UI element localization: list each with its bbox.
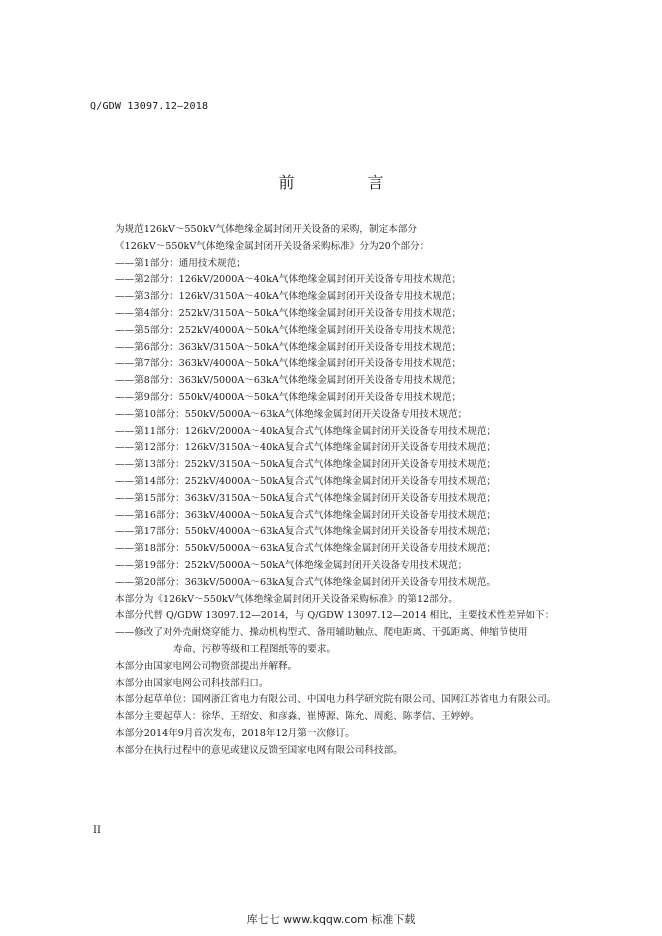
- drafters-paragraph: 本部分主要起草人：徐华、王绍安、和彦淼、崔博源、陈允、周彪、陈孝信、王婷婷。: [115, 711, 480, 723]
- part-list-item: ——第13部分：252kV/3150A～50kA复合式气体绝缘金属封闭开关设备专用技术规范；: [115, 459, 497, 471]
- part-list-item: ——第5部分：252kV/4000A～50kA气体绝缘金属封闭开关设备专用技术规范；: [115, 324, 462, 336]
- part-list-item: ——第18部分：550kV/5000A～63kA复合式气体绝缘金属封闭开关设备专用技术规范；: [115, 543, 497, 555]
- history-paragraph: 本部分2014年9月首次发布，2018年12月第一次修订。: [115, 727, 355, 739]
- part-list-item: ——第14部分：252kV/4000A～50kA复合式气体绝缘金属封闭开关设备专用技术规范；: [115, 475, 497, 487]
- part-list-item: ——第9部分：550kV/4000A～50kA气体绝缘金属封闭开关设备专用技术规范；: [115, 391, 462, 403]
- part-list-item: ——第11部分：126kV/2000A～40kA复合式气体绝缘金属封闭开关设备专用技术规范；: [115, 425, 497, 437]
- managed-paragraph: 本部分由国家电网公司科技部归口。: [115, 677, 269, 689]
- feedback-paragraph: 本部分在执行过程中的意见或建议反馈至国家电网有限公司科技部。: [115, 744, 403, 756]
- part-list-item: ——第10部分：550kV/5000A～63kA气体绝缘金属封闭开关设备专用技术规范；: [115, 408, 468, 420]
- page-number: II: [93, 825, 101, 836]
- proposed-paragraph: 本部分由国家电网公司物资部提出并解释。: [115, 660, 298, 672]
- part-list-item: ——第7部分：363kV/4000A～50kA气体绝缘金属封闭开关设备专用技术规范；: [115, 358, 462, 370]
- part-list-item: ——第15部分：363kV/3150A～50kA复合式气体绝缘金属封闭开关设备专用技术规范；: [115, 492, 497, 504]
- part-list-item: ——第17部分：550kV/4000A～63kA复合式气体绝缘金属封闭开关设备专用技术规范；: [115, 526, 497, 538]
- intro-paragraph-2: 《126kV～550kV气体绝缘金属封闭开关设备采购标准》分为20个部分：: [115, 240, 430, 252]
- replaces-paragraph: 本部分代替 Q/GDW 13097.12—2014，与 Q/GDW 13097.12—2014 相比，主要技术性差异如下：: [115, 610, 555, 622]
- intro-paragraph-1: 为规范126kV～550kV气体绝缘金属封闭开关设备的采购，制定本部分: [115, 224, 417, 235]
- this-part-paragraph: 本部分为《126kV～550kV气体绝缘金属封闭开关设备采购标准》的第12部分。: [115, 593, 458, 605]
- foreword-body: [95, 222, 580, 760]
- part-list-item: ——第6部分：363kV/3150A～50kA气体绝缘金属封闭开关设备专用技术规范；: [115, 341, 462, 353]
- part-list-item: ——第2部分：126kV/2000A～40kA气体绝缘金属封闭开关设备专用技术规范；: [115, 274, 462, 286]
- change-item-line-2: 寿命、污秽等级和工程图纸等的要求。: [173, 643, 337, 655]
- part-list-item: ——第16部分：363kV/4000A～50kA复合式气体绝缘金属封闭开关设备专用技术规范；: [115, 509, 497, 521]
- part-list-item: ——第8部分：363kV/5000A～63kA气体绝缘金属封闭开关设备专用技术规范；: [115, 375, 462, 387]
- part-list-item: ——第19部分：252kV/5000A～50kA气体绝缘金属封闭开关设备专用技术规范；: [115, 559, 468, 571]
- standard-code: Q/GDW 13097.12—2018: [90, 101, 209, 112]
- part-list-item: ——第4部分：252kV/3150A～50kA气体绝缘金属封闭开关设备专用技术规范；: [115, 307, 462, 319]
- footer-watermark: 库七七 www.kqqw.com 标准下载: [246, 913, 416, 926]
- part-list-item: ——第1部分：通用技术规范；: [115, 257, 246, 269]
- part-list-item: ——第20部分：363kV/5000A～63kA复合式气体绝缘金属封闭开关设备专用技术规范。: [115, 576, 497, 588]
- part-list-item: ——第12部分：126kV/3150A～40kA复合式气体绝缘金属封闭开关设备专用技术规范；: [115, 442, 497, 454]
- drafting-units-paragraph: 本部分起草单位：国网浙江省电力有限公司、中国电力科学研究院有限公司、国网江苏省电力有限公司。: [115, 694, 557, 706]
- change-item-line-1: ——修改了对外壳耐烧穿能力、操动机构型式、备用辅助触点、爬电距离、干弧距离、伸缩节使用: [115, 627, 528, 639]
- part-list-item: ——第3部分：126kV/3150A～40kA气体绝缘金属封闭开关设备专用技术规范；: [115, 291, 462, 303]
- parts-list: [95, 256, 580, 592]
- page-title: 前 言: [278, 173, 418, 192]
